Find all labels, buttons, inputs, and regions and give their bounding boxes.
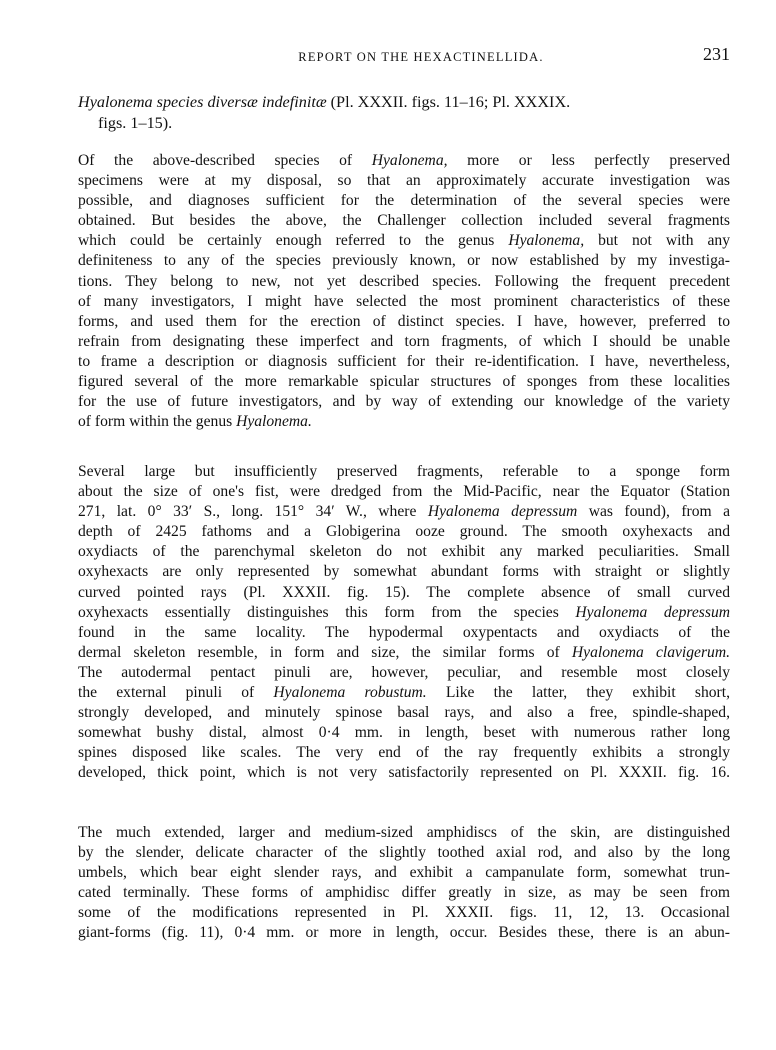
- text-segment: found in the same locality. The hypodermal oxypentacts and oxydiacts of the: [78, 623, 730, 641]
- text-line: [78, 583, 730, 603]
- text-line: [78, 151, 730, 171]
- text-line: [78, 843, 730, 863]
- text-segment: tions. They belong to new, not yet described species. Following the frequent precedent: [78, 272, 730, 290]
- text-line: [78, 863, 730, 883]
- text-segment: obtained. But besides the above, the Challenger collection included several fragments: [78, 212, 730, 230]
- text-segment: Like the latter, they exhibit short,: [426, 684, 730, 702]
- text-segment: oxydiacts of the parenchymal skeleton do not exhibit any marked peculiarities. Small: [78, 543, 730, 561]
- text-segment: for the use of future investigators, and by way of extending our knowledge of the variety: [78, 393, 730, 411]
- running-head: REPORT ON THE HEXACTINELLIDA.: [298, 50, 544, 64]
- text-segment: developed, thick point, which is not very satisfactorily represented on Pl. XXXII. fig. 16.: [78, 764, 730, 782]
- text-segment: oxyhexacts essentially distinguishes this form from the species: [78, 603, 576, 621]
- text-line: [78, 623, 730, 643]
- species-heading-refs-continued: figs. 1–15).: [98, 114, 173, 132]
- text-segment: which could be certainly enough referred to the genus: [78, 232, 509, 250]
- text-line: [78, 312, 730, 332]
- text-segment: by the slender, delicate character of the slightly toothed axial rod, and also by the long: [78, 844, 730, 862]
- paragraph-1: [78, 151, 730, 432]
- text-line: [78, 603, 730, 623]
- paragraph-3: [78, 823, 730, 944]
- text-line: [78, 352, 730, 372]
- text-segment: 271, lat. 0° 33′ S., long. 151° 34′ W., where: [78, 503, 428, 521]
- text-segment: figured several of the more remarkable spicular structures of sponges from these localities: [78, 373, 730, 391]
- species-heading-name: Hyalonema species diversæ indefinitæ: [78, 93, 327, 111]
- italic-species-name: Hyalonema.: [236, 413, 312, 431]
- text-segment: of many investigators, I might have selected the most prominent characteristics of these: [78, 292, 730, 310]
- text-segment: The autodermal pentact pinuli are, however, peculiar, and resemble most closely: [78, 663, 730, 681]
- paragraph-2: [78, 462, 730, 784]
- italic-species-name: Hyalonema depressum: [427, 503, 578, 521]
- section-heading: [78, 92, 730, 134]
- text-segment: was found), from a: [577, 503, 730, 521]
- italic-species-name: Hyalonema clavigerum.: [571, 643, 730, 661]
- text-line: [78, 663, 730, 683]
- text-segment: Of the above-described species of: [78, 152, 372, 169]
- text-line: [78, 191, 730, 211]
- text-line: [78, 332, 730, 352]
- text-line: [78, 292, 730, 312]
- text-line: [78, 923, 730, 943]
- text-line: [78, 763, 730, 783]
- text-segment: the external pinuli of: [78, 684, 274, 702]
- text-line: [78, 643, 730, 663]
- text-segment: umbels, which bear eight slender rays, and exhibit a campanulate form, somewhat trun-: [78, 864, 730, 882]
- text-segment: The much extended, larger and medium-sized amphidiscs of the skin, are distinguished: [78, 824, 730, 841]
- text-line: [78, 462, 730, 482]
- text-line: [78, 231, 730, 251]
- text-line: [78, 883, 730, 903]
- page-header: [78, 44, 730, 70]
- text-segment: possible, and diagnoses sufficient for the determination of the several species were: [78, 192, 730, 210]
- italic-species-name: Hyalonema,: [508, 232, 585, 250]
- text-line: [78, 372, 730, 392]
- text-line: [78, 542, 730, 562]
- text-line: [78, 482, 730, 502]
- text-segment: somewhat bushy distal, almost 0·4 mm. in length, beset with numerous rather long: [78, 724, 730, 742]
- text-segment: of form within the genus: [78, 413, 237, 431]
- text-line: [78, 562, 730, 582]
- text-line: [78, 502, 730, 522]
- text-line: [78, 211, 730, 231]
- page-number: 231: [703, 44, 730, 64]
- text-segment: some of the modifications represented in Pl. XXXII. figs. 11, 12, 13. Occasional: [78, 904, 730, 922]
- text-line: [78, 903, 730, 923]
- text-line: [78, 522, 730, 542]
- italic-species-name: Hyalonema depressum: [575, 603, 731, 621]
- species-heading-refs: (Pl. XXXII. figs. 11–16; Pl. XXXIX.: [326, 93, 571, 111]
- text-segment: curved pointed rays (Pl. XXXII. fig. 15). The complete absence of small curved: [78, 583, 730, 601]
- text-line: [78, 272, 730, 292]
- text-segment: dermal skeleton resemble, in form and size, the similar forms of: [78, 643, 572, 661]
- text-line: [78, 392, 730, 412]
- text-segment: strongly developed, and minutely spinose basal rays, and also a free, spindle-shaped,: [78, 704, 730, 722]
- text-line: [78, 703, 730, 723]
- text-segment: specimens were at my disposal, so that an approximately accurate investigation was: [78, 172, 730, 190]
- text-segment: oxyhexacts are only represented by somewhat abundant forms with straight or slightly: [78, 563, 730, 581]
- text-segment: about the size of one's fist, were dredged from the Mid-Pacific, near the Equator (Station: [78, 483, 730, 501]
- text-line: [78, 251, 730, 271]
- text-line: [78, 171, 730, 191]
- text-segment: depth of 2425 fathoms and a Globigerina ooze ground. The smooth oxyhexacts and: [78, 523, 730, 541]
- text-segment: spines disposed like scales. The very end of the ray frequently exhibits a strongly: [78, 744, 730, 762]
- text-segment: more or less perfectly preserved: [447, 152, 730, 169]
- text-line: [78, 412, 730, 432]
- italic-species-name: Hyalonema,: [371, 152, 448, 169]
- italic-species-name: Hyalonema robustum.: [273, 684, 427, 702]
- text-line: [78, 823, 730, 843]
- text-segment: definiteness to any of the species previously known, or now established by my investiga-: [78, 252, 730, 270]
- text-segment: cated terminally. These forms of amphidisc differ greatly in size, as may be seen from: [78, 884, 730, 902]
- text-segment: Several large but insufficiently preserved fragments, referable to a sponge form: [78, 463, 730, 480]
- text-line: [78, 683, 730, 703]
- text-segment: to frame a description or diagnosis sufficient for their re-identification. I have, nevertheless,: [78, 352, 730, 370]
- text-line: [78, 723, 730, 743]
- text-line: [78, 743, 730, 763]
- text-segment: giant-forms (fig. 11), 0·4 mm. or more in length, occur. Besides these, there is an abun-: [78, 924, 730, 942]
- text-segment: forms, and used them for the erection of distinct species. I have, however, preferred to: [78, 312, 730, 330]
- text-segment: but not with any: [584, 232, 730, 250]
- text-segment: refrain from designating these imperfect and torn fragments, of which I should be unable: [78, 332, 730, 350]
